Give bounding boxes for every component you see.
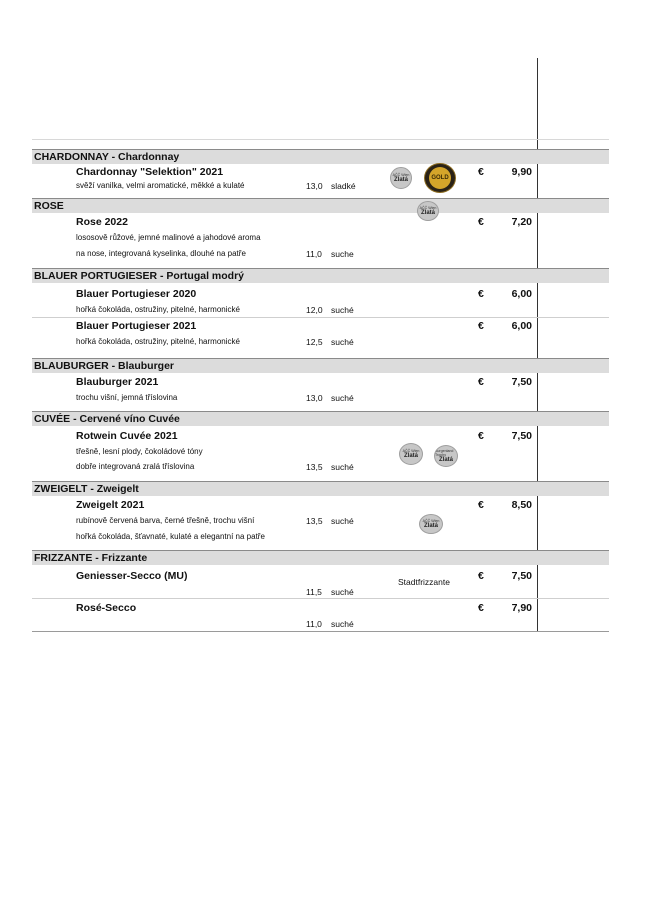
section-header-zweigelt: [32, 481, 609, 496]
currency-symbol: €: [478, 216, 484, 228]
sugar-value: sladké: [331, 181, 356, 191]
wine-name: Zweigelt 2021: [76, 499, 145, 511]
currency-symbol: €: [478, 499, 484, 511]
currency-symbol: €: [478, 376, 484, 388]
wine-description: dobře integrovaná zralá tříslovina: [76, 462, 195, 471]
gold-medal-icon: AČČ Wien Zlatá: [419, 514, 443, 534]
wine-description: lososově růžové, jemné malinové a jahodové aroma: [76, 233, 261, 242]
section-title: BLAUBURGER - Blauburger: [34, 360, 175, 372]
price: 7,20: [511, 216, 532, 228]
alcohol-value: 12,0: [306, 305, 323, 315]
section-header-rose: [32, 198, 609, 213]
wine-description: na nose, integrovaná kyselinka, dlouhé na patře: [76, 249, 246, 258]
section-title: ROSE: [34, 200, 64, 212]
wine-name: Blauburger 2021: [76, 376, 159, 388]
currency-symbol: €: [478, 602, 484, 614]
gold-medal-icon: AČČ Wien Zlatá: [390, 167, 412, 189]
currency-symbol: €: [478, 288, 484, 300]
alcohol-value: 12,5: [306, 337, 323, 347]
sugar-value: suche: [331, 249, 354, 259]
gold-medal-icon: Burgenland Trophy Zlatá: [434, 445, 458, 467]
wine-description: hořká čokoláda, šťavnaté, kulaté a elegantní na patře: [76, 532, 265, 541]
wine-description: hořká čokoláda, ostružiny, pitelné, harmonické: [76, 305, 240, 314]
table-bottom-divider: [32, 631, 609, 632]
currency-symbol: €: [478, 570, 484, 582]
section-header-blauer-portugieser: [32, 268, 609, 283]
page-vertical-rule: [537, 58, 538, 632]
wine-description: rubínově červená barva, černé třešně, trochu višní: [76, 516, 255, 525]
section-header-cuvee: [32, 411, 609, 426]
sugar-value: suché: [331, 587, 354, 597]
alcohol-value: 13,5: [306, 462, 323, 472]
wine-name: Rose 2022: [76, 216, 128, 228]
wine-name: Chardonnay "Selektion" 2021: [76, 166, 224, 178]
wine-note: Stadtfrizzante: [398, 577, 450, 587]
alcohol-value: 13,0: [306, 181, 323, 191]
section-title: CUVÉE - Cervené víno Cuvée: [34, 413, 180, 425]
price: 8,50: [511, 499, 532, 511]
alcohol-value: 11,5: [306, 587, 322, 597]
wine-description: hořká čokoláda, ostružiny, pitelné, harmonické: [76, 337, 240, 346]
price: 6,00: [511, 320, 532, 332]
row-divider: [32, 598, 609, 599]
wine-name: Blauer Portugieser 2020: [76, 288, 197, 300]
wine-description: svěží vanilka, velmi aromatické, měkké a kulaté: [76, 181, 245, 190]
gold-medal-icon: AČČ Wien Zlatá: [399, 443, 423, 465]
currency-symbol: €: [478, 320, 484, 332]
wine-name: Blauer Portugieser 2021: [76, 320, 197, 332]
wine-name: Rosé-Secco: [76, 602, 137, 614]
wine-name: Rotwein Cuvée 2021: [76, 430, 178, 442]
gold-award-icon: GOLD: [424, 163, 456, 193]
section-title: CHARDONNAY - Chardonnay: [34, 151, 180, 163]
price: 7,50: [511, 430, 532, 442]
section-title: BLAUER PORTUGIESER - Portugal modrý: [34, 270, 245, 282]
section-title: ZWEIGELT - Zweigelt: [34, 483, 139, 495]
currency-symbol: €: [478, 166, 484, 178]
sugar-value: suché: [331, 305, 354, 315]
sugar-value: suché: [331, 619, 354, 629]
section-header-blauburger: [32, 358, 609, 373]
currency-symbol: €: [478, 430, 484, 442]
wine-description: třešně, lesní plody, čokoládové tóny: [76, 447, 203, 456]
alcohol-value: 11,0: [306, 249, 322, 259]
row-divider: [32, 317, 609, 318]
price: 7,50: [511, 376, 532, 388]
sugar-value: suché: [331, 516, 354, 526]
wine-description: trochu višní, jemná tříslovina: [76, 393, 178, 402]
price: 6,00: [511, 288, 532, 300]
price: 9,90: [511, 166, 532, 178]
alcohol-value: 13,0: [306, 393, 323, 403]
sugar-value: suché: [331, 337, 354, 347]
price: 7,90: [511, 602, 532, 614]
section-header-frizzante: [32, 550, 609, 565]
sugar-value: suché: [331, 462, 354, 472]
sugar-value: suché: [331, 393, 354, 403]
section-title: FRIZZANTE - Frizzante: [34, 552, 148, 564]
wine-name: Geniesser-Secco (MU): [76, 570, 188, 582]
price: 7,50: [511, 570, 532, 582]
alcohol-value: 11,0: [306, 619, 322, 629]
alcohol-value: 13,5: [306, 516, 323, 526]
top-divider: [32, 139, 609, 140]
section-header-chardonnay: [32, 149, 609, 164]
gold-medal-icon: AČČ Wien Zlatá: [417, 201, 439, 221]
